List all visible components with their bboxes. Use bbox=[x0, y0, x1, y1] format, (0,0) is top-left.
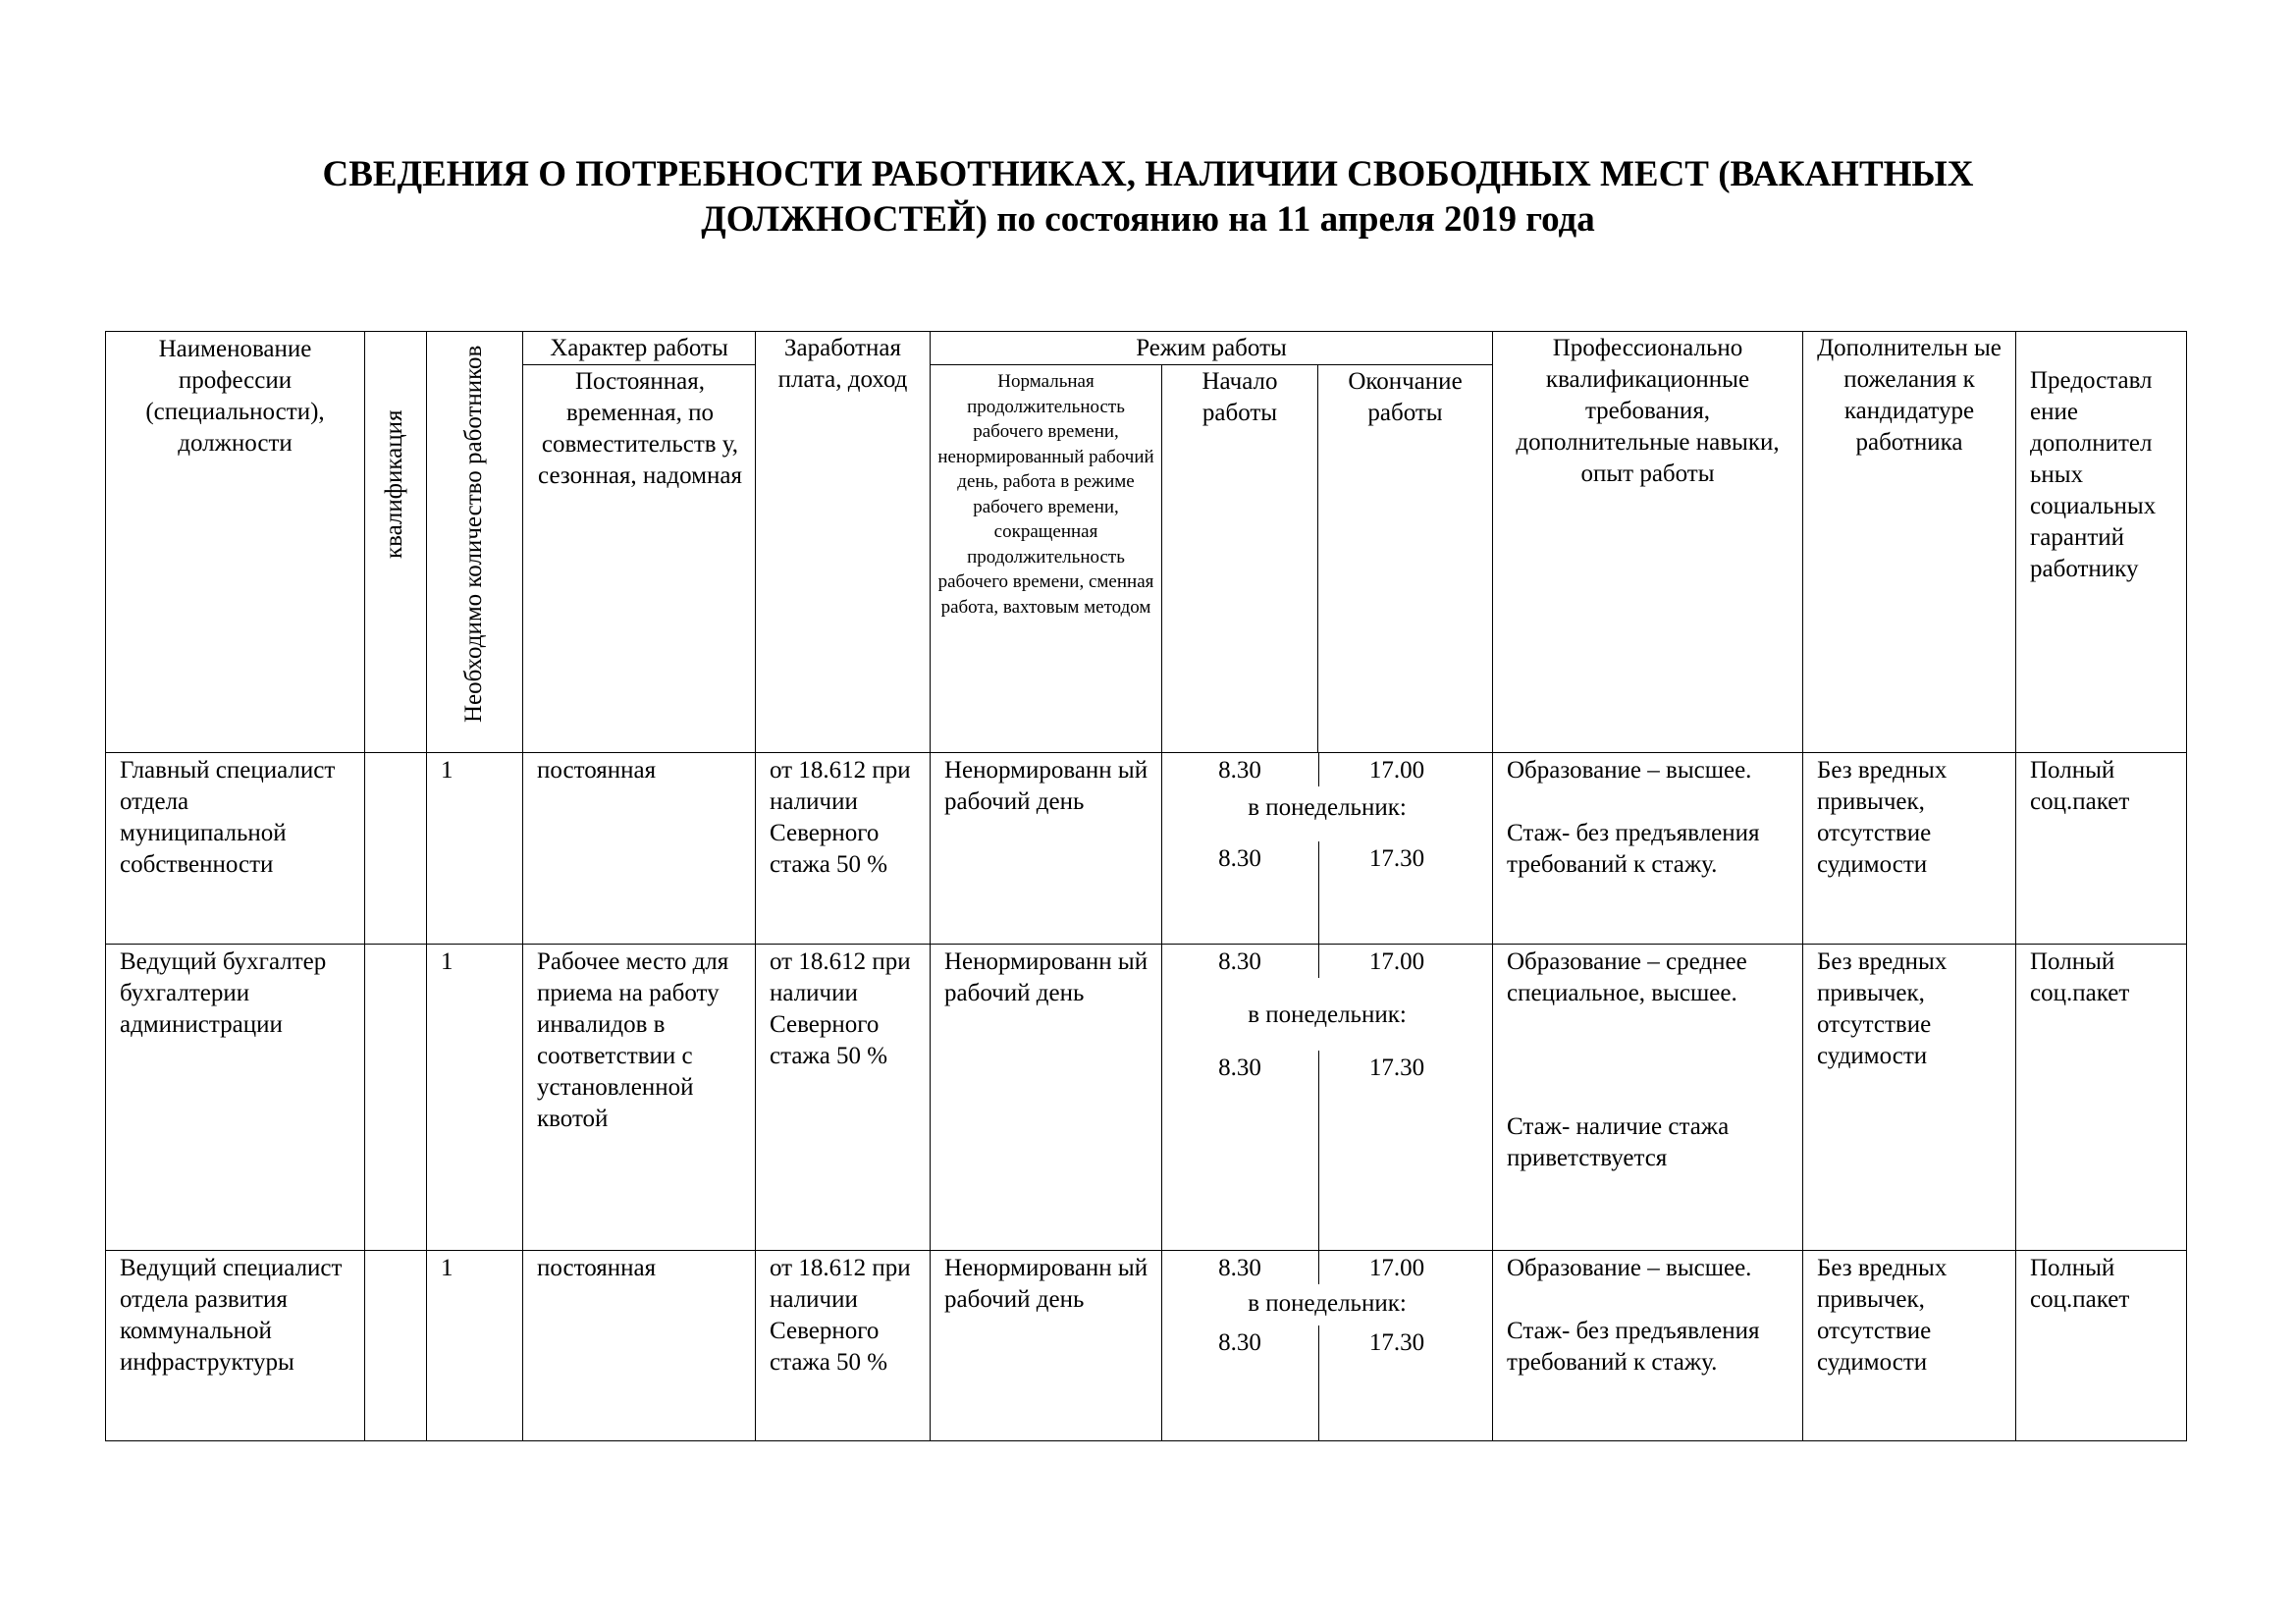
row1-end: 17.00 bbox=[1368, 757, 1425, 784]
row2-count: 1 bbox=[427, 945, 523, 1251]
header-end: Окончание работы bbox=[1318, 365, 1493, 753]
header-qualification bbox=[365, 332, 427, 753]
row2-qualification bbox=[365, 945, 427, 1251]
header-workers-needed-text: Необходимо количество работников bbox=[459, 345, 487, 723]
header-workers-needed bbox=[427, 332, 523, 753]
row2-guarantees: Полный соц.пакет bbox=[2016, 945, 2187, 1251]
row1-qualification bbox=[365, 753, 427, 945]
row3-profession: Ведущий специалист отдела развития коммунальной инфраструктуры bbox=[106, 1251, 365, 1441]
row2-wishes: Без вредных привычек, отсутствие судимости bbox=[1803, 945, 2016, 1251]
row1-salary: от 18.612 при наличии Северного стажа 50 % bbox=[756, 753, 931, 945]
header-guarantees: Предоставл ение дополнител ьных социальных гарантий работнику bbox=[2016, 332, 2187, 753]
row2-end-mon: 17.30 bbox=[1368, 1055, 1425, 1081]
title-line-1: СВЕДЕНИЯ О ПОТРЕБНОСТИ РАБОТНИКАХ, НАЛИЧИИ СВОБОДНЫХ МЕСТ (ВАКАНТНЫХ bbox=[322, 154, 1974, 194]
row1-requirements bbox=[1493, 753, 1803, 945]
header-salary: Заработная плата, доход bbox=[756, 332, 931, 753]
row2-monday: в понедельник: bbox=[1248, 1001, 1407, 1028]
header-wishes: Дополнительн ые пожелания к кандидатуре работника bbox=[1803, 332, 2016, 753]
header-profession: Наименование профессии (специальности), должности bbox=[106, 332, 365, 753]
row3-schedule bbox=[1162, 1251, 1493, 1441]
row1-nature: постоянная bbox=[523, 753, 756, 945]
row1-count: 1 bbox=[427, 753, 523, 945]
row3-start: 8.30 bbox=[1218, 1255, 1261, 1281]
row2-req-education: Образование – среднее специальное, высшее. bbox=[1507, 948, 1747, 1006]
row3-qualification bbox=[365, 1251, 427, 1441]
table-row bbox=[106, 945, 2187, 1251]
table-row bbox=[106, 1251, 2187, 1441]
row1-mode: Ненормированн ый рабочий день bbox=[931, 753, 1162, 945]
row2-end: 17.00 bbox=[1368, 948, 1425, 975]
row1-profession: Главный специалист отдела муниципальной собственности bbox=[106, 753, 365, 945]
row1-wishes: Без вредных привычек, отсутствие судимости bbox=[1803, 753, 2016, 945]
header-work-mode-sub: Нормальная продолжительность рабочего времени, ненормированный рабочий день, работа в режиме рабочего времени, сокращенная продолжительность рабочего времени, сменная работа, вахтовым методом bbox=[931, 365, 1162, 753]
header-work-nature: Характер работы bbox=[523, 332, 756, 365]
title-line-2: ДОЛЖНОСТЕЙ) по состоянию на 11 апреля 2019 года bbox=[701, 199, 1595, 240]
row2-requirements bbox=[1493, 945, 1803, 1251]
row2-start-mon: 8.30 bbox=[1218, 1055, 1261, 1081]
row1-req-education: Образование – высшее. bbox=[1507, 757, 1752, 784]
row3-start-mon: 8.30 bbox=[1218, 1329, 1261, 1356]
row1-start: 8.30 bbox=[1218, 757, 1261, 784]
row2-start: 8.30 bbox=[1218, 948, 1261, 975]
row3-mode: Ненормированн ый рабочий день bbox=[931, 1251, 1162, 1441]
header-requirements: Профессионально квалификационные требования, дополнительные навыки, опыт работы bbox=[1493, 332, 1803, 753]
row3-guarantees: Полный соц.пакет bbox=[2016, 1251, 2187, 1441]
row3-salary: от 18.612 при наличии Северного стажа 50 % bbox=[756, 1251, 931, 1441]
row1-schedule bbox=[1162, 753, 1493, 945]
row3-wishes: Без вредных привычек, отсутствие судимости bbox=[1803, 1251, 2016, 1441]
header-row-1 bbox=[106, 332, 2187, 365]
row3-req-experience: Стаж- без предъявления требований к стажу. bbox=[1507, 1318, 1760, 1376]
row1-end-mon: 17.30 bbox=[1368, 845, 1425, 872]
row3-requirements bbox=[1493, 1251, 1803, 1441]
row1-start-mon: 8.30 bbox=[1218, 845, 1261, 872]
row1-monday: в понедельник: bbox=[1248, 794, 1407, 821]
row3-count: 1 bbox=[427, 1251, 523, 1441]
header-work-nature-sub: Постоянная, временная, по совместительств у, сезонная, надомная bbox=[523, 365, 756, 753]
row2-nature: Рабочее место для приема на работу инвалидов в соответствии с установленной квотой bbox=[523, 945, 756, 1251]
row3-monday: в понедельник: bbox=[1248, 1290, 1407, 1317]
header-qualification-text: квалификация bbox=[381, 409, 407, 559]
row3-req-education: Образование – высшее. bbox=[1507, 1255, 1752, 1281]
row2-salary: от 18.612 при наличии Северного стажа 50 % bbox=[756, 945, 931, 1251]
header-work-mode: Режим работы bbox=[931, 332, 1493, 365]
row1-guarantees: Полный соц.пакет bbox=[2016, 753, 2187, 945]
document-title bbox=[0, 152, 2296, 243]
row1-req-experience: Стаж- без предъявления требований к стажу. bbox=[1507, 820, 1760, 878]
row3-end-mon: 17.30 bbox=[1368, 1329, 1425, 1356]
row2-profession: Ведущий бухгалтер бухгалтерии администрации bbox=[106, 945, 365, 1251]
row2-mode: Ненормированн ый рабочий день bbox=[931, 945, 1162, 1251]
table-row bbox=[106, 753, 2187, 945]
header-start: Начало работы bbox=[1162, 365, 1318, 753]
row2-schedule bbox=[1162, 945, 1493, 1251]
vacancies-table bbox=[105, 331, 2187, 1441]
row3-nature: постоянная bbox=[523, 1251, 756, 1441]
row2-req-experience: Стаж- наличие стажа приветствуется bbox=[1507, 1113, 1730, 1171]
row3-end: 17.00 bbox=[1368, 1255, 1425, 1281]
